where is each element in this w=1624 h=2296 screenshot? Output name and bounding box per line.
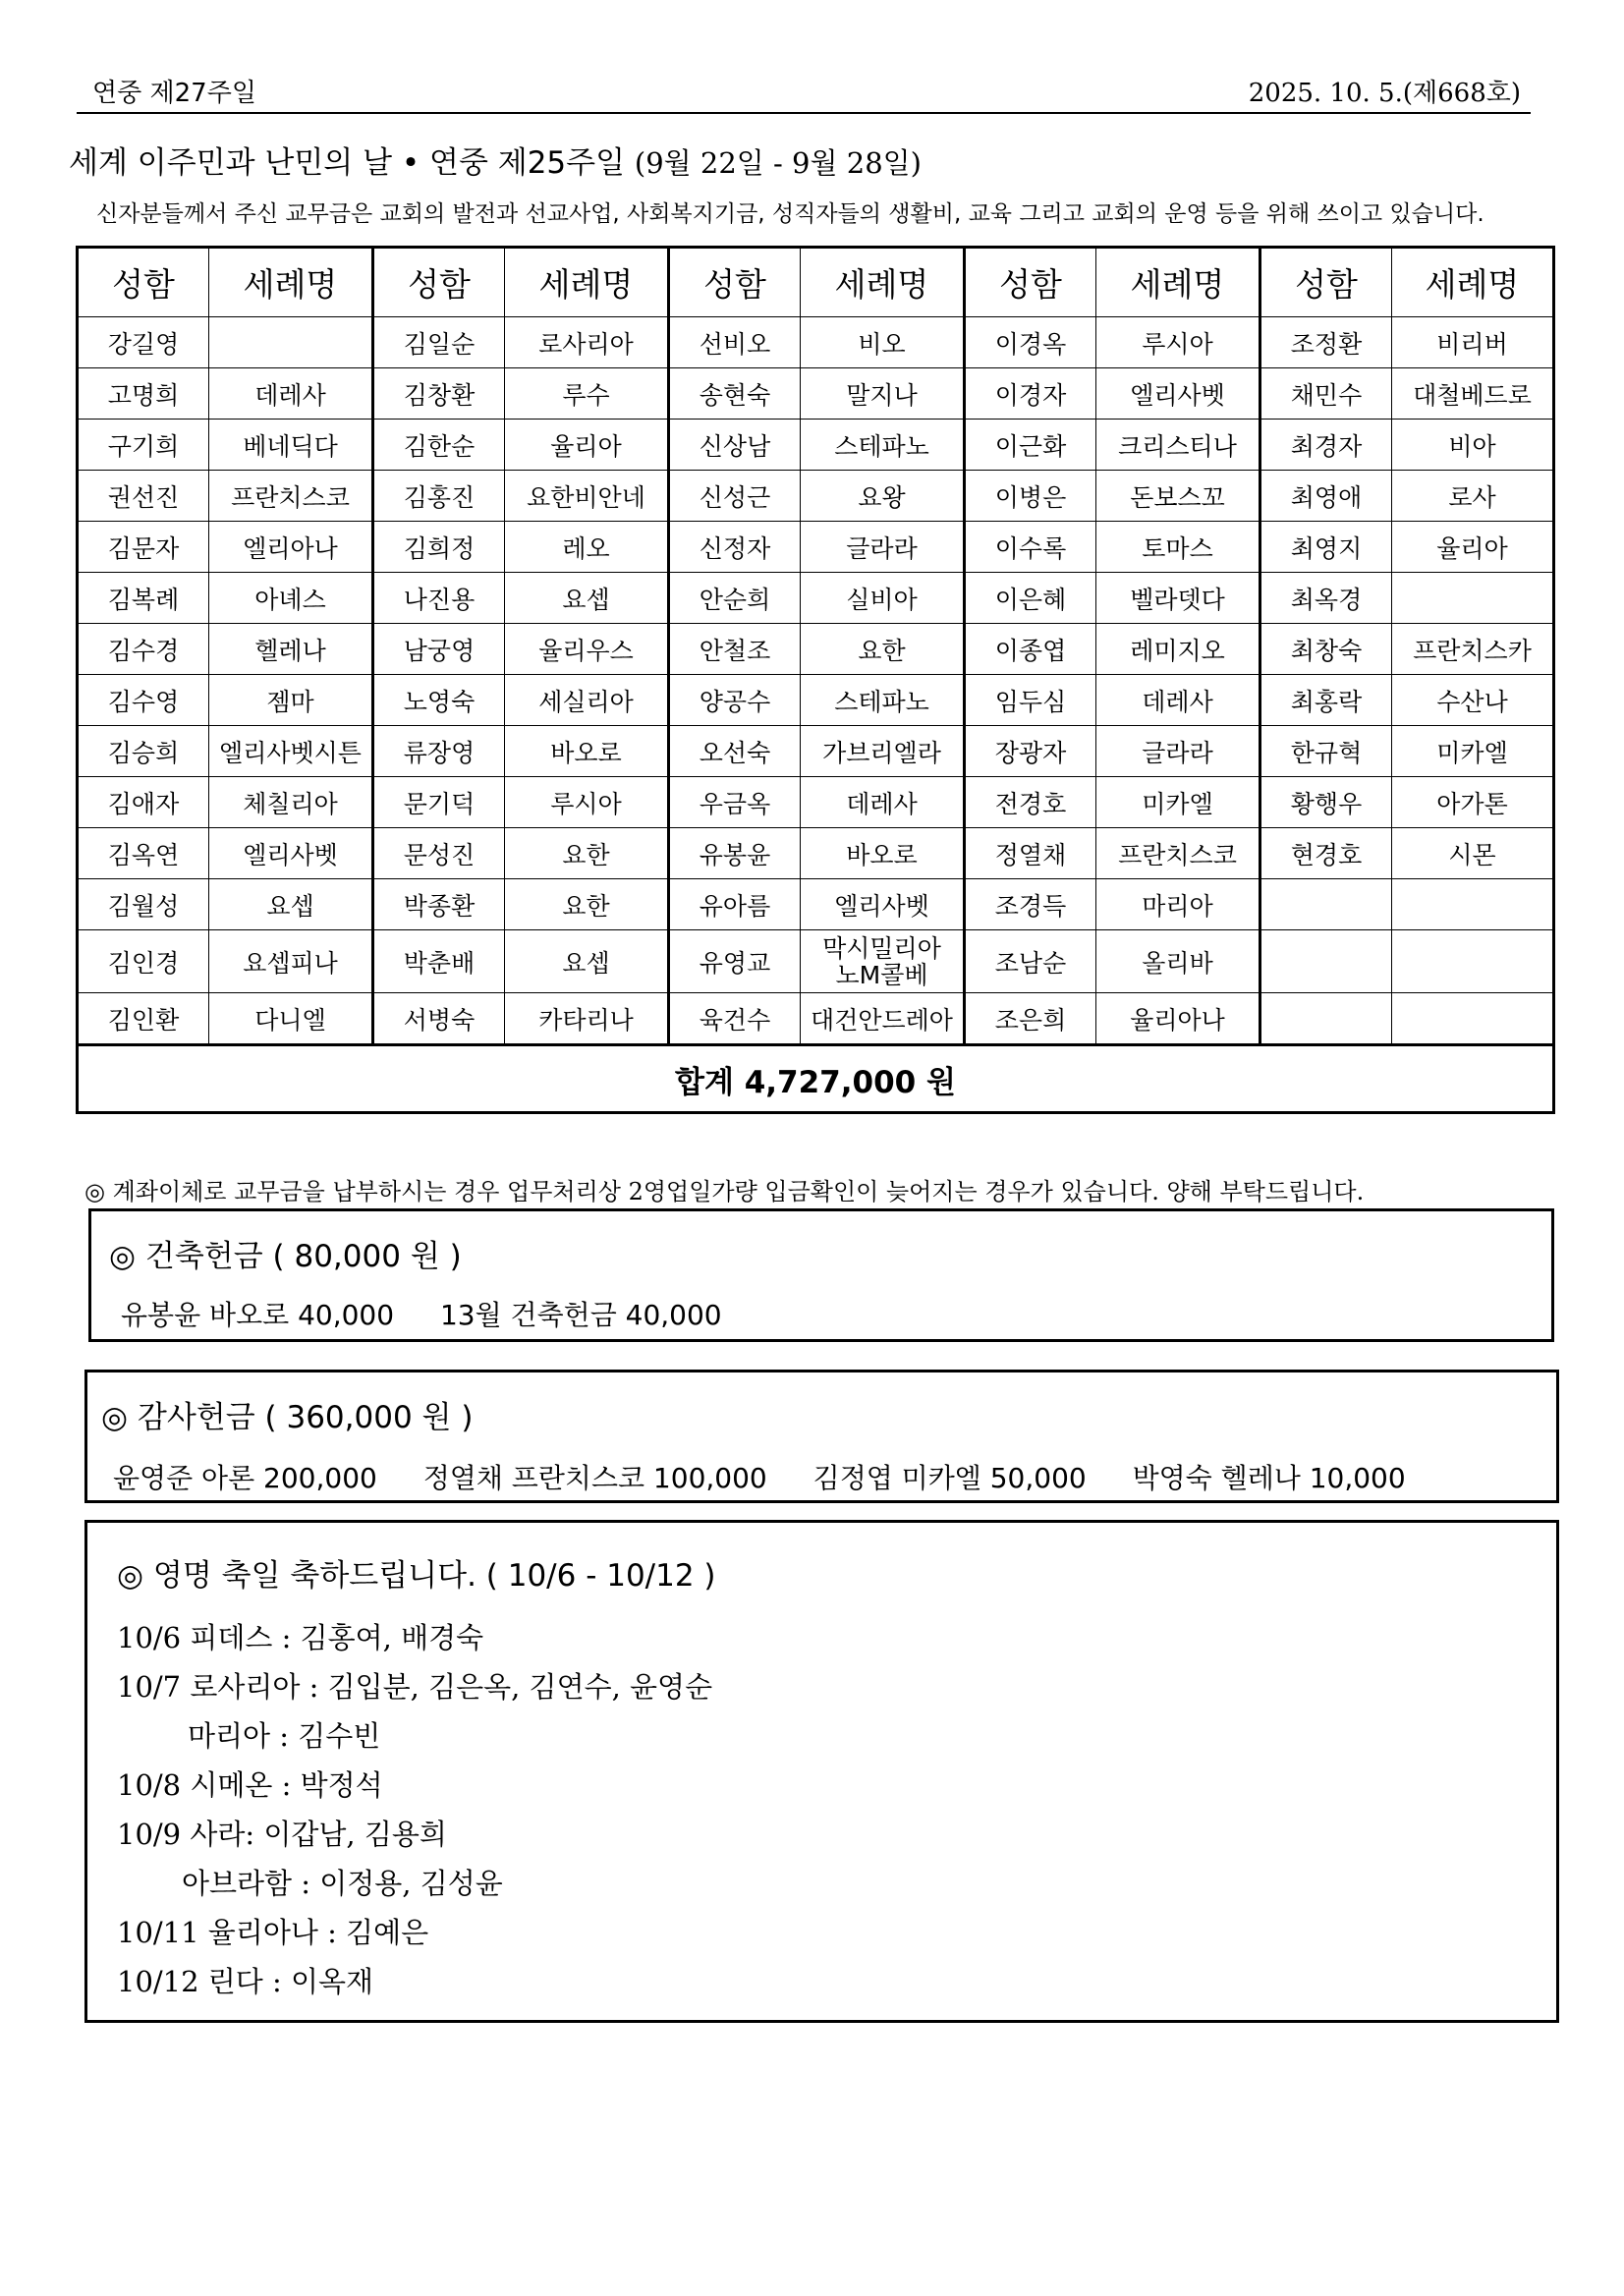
- donor-baptismal-name: 다니엘: [209, 993, 373, 1045]
- donor-baptismal-name: [1392, 993, 1554, 1045]
- donor-baptismal-name: 로사: [1392, 471, 1554, 522]
- donor-baptismal-name: 실비아: [801, 573, 965, 624]
- donation-table: [76, 246, 1555, 1114]
- feast-day-line: 10/11 율리아나 : 김예은: [117, 1916, 429, 1949]
- donor-name: 강길영: [78, 317, 209, 368]
- table-row: [78, 828, 1554, 879]
- donor-baptismal-name: 아가톤: [1392, 777, 1554, 828]
- donor-baptismal-name: 돈보스꼬: [1096, 471, 1260, 522]
- col-name-header: 성함: [78, 248, 209, 317]
- donor-baptismal-name: 로사리아: [505, 317, 669, 368]
- donor-name: 안철조: [669, 624, 801, 675]
- donor-baptismal-name: 크리스티나: [1096, 420, 1260, 471]
- donor-baptismal-name: 요셉피나: [209, 930, 373, 993]
- donor-name: 임두심: [965, 675, 1096, 726]
- donor-name: 김수영: [78, 675, 209, 726]
- offering-entry: 정열채 프란치스코 100,000: [422, 1462, 767, 1494]
- donor-baptismal-name: 카타리나: [505, 993, 669, 1045]
- donor-name: 김인경: [78, 930, 209, 993]
- donor-name: 우금옥: [669, 777, 801, 828]
- donor-baptismal-name: 마리아: [1096, 879, 1260, 930]
- donor-baptismal-name: 프란치스코: [1096, 828, 1260, 879]
- donor-baptismal-name: 엘리사벳: [1096, 368, 1260, 420]
- donor-name: 신상남: [669, 420, 801, 471]
- donor-baptismal-name: 루시아: [1096, 317, 1260, 368]
- donor-name: 전경호: [965, 777, 1096, 828]
- donor-baptismal-name: 바오로: [505, 726, 669, 777]
- donor-name: 이병은: [965, 471, 1096, 522]
- donor-baptismal-name: 세실리아: [505, 675, 669, 726]
- donor-name: 현경호: [1260, 828, 1392, 879]
- col-baptism-header: 세례명: [1392, 248, 1554, 317]
- donor-baptismal-name: 바오로: [801, 828, 965, 879]
- donor-name: 조은희: [965, 993, 1096, 1045]
- donor-baptismal-name: 데레사: [209, 368, 373, 420]
- donor-baptismal-name: 율리아나: [1096, 993, 1260, 1045]
- donor-name: 양공수: [669, 675, 801, 726]
- donor-name: 최영애: [1260, 471, 1392, 522]
- donor-baptismal-name: 시몬: [1392, 828, 1554, 879]
- issue-date: 2025. 10. 5.(제668호): [1248, 79, 1521, 108]
- feast-day-line: 10/9 사라: 이갑남, 김용희: [117, 1818, 447, 1851]
- feast-day-line: 마리아 : 김수빈: [188, 1719, 381, 1753]
- donor-baptismal-name: 아녜스: [209, 573, 373, 624]
- donor-name: 한규혁: [1260, 726, 1392, 777]
- donor-name: 이은혜: [965, 573, 1096, 624]
- donor-name: 나진용: [373, 573, 505, 624]
- offering-entry: 13월 건축헌금 40,000: [439, 1299, 722, 1331]
- transfer-note: ◎ 계좌이체로 교무금을 납부하시는 경우 업무처리상 2영업일가량 입금확인이 늦어지는 경우가 있습니다. 양해 부탁드립니다.: [84, 1178, 1365, 1205]
- thanks-offering-title: ◎ 감사헌금 ( 360,000 원 ): [101, 1400, 474, 1435]
- donor-name: 노영숙: [373, 675, 505, 726]
- offering-entry: 유봉윤 바오로 40,000: [121, 1299, 395, 1331]
- donor-name: 조경득: [965, 879, 1096, 930]
- table-body: [78, 317, 1554, 1045]
- donor-name: 김홍진: [373, 471, 505, 522]
- donor-name: 김복례: [78, 573, 209, 624]
- donor-baptismal-name: 요셉: [505, 930, 669, 993]
- col-baptism-header: 세례명: [1096, 248, 1260, 317]
- donor-baptismal-name: [209, 317, 373, 368]
- donor-name: 오선숙: [669, 726, 801, 777]
- table-row: [78, 471, 1554, 522]
- donor-baptismal-name: 헬레나: [209, 624, 373, 675]
- donor-name: 최홍락: [1260, 675, 1392, 726]
- total-row: [78, 1045, 1554, 1113]
- donor-name: 김월성: [78, 879, 209, 930]
- table-row: [78, 930, 1554, 993]
- donor-name: 장광자: [965, 726, 1096, 777]
- donor-baptismal-name: 가브리엘라: [801, 726, 965, 777]
- donor-name: 선비오: [669, 317, 801, 368]
- donor-name: 신정자: [669, 522, 801, 573]
- donor-baptismal-name: 토마스: [1096, 522, 1260, 573]
- donor-baptismal-name: 루수: [505, 368, 669, 420]
- donor-baptismal-name: 엘리아나: [209, 522, 373, 573]
- donor-name: 김문자: [78, 522, 209, 573]
- donor-baptismal-name: 대건안드레아: [801, 993, 965, 1045]
- col-baptism-header: 세례명: [505, 248, 669, 317]
- donor-baptismal-name: 요셉: [505, 573, 669, 624]
- donor-name: 문기덕: [373, 777, 505, 828]
- donor-baptismal-name: 비오: [801, 317, 965, 368]
- offering-entry: 김정엽 미카엘 50,000: [812, 1462, 1087, 1494]
- thanks-offering-box: [84, 1370, 1559, 1503]
- donor-baptismal-name: 율리우스: [505, 624, 669, 675]
- donor-baptismal-name: 비아: [1392, 420, 1554, 471]
- donor-baptismal-name: 스테파노: [801, 420, 965, 471]
- thanks-offering-entries: [113, 1457, 1443, 1496]
- donor-name: 김한순: [373, 420, 505, 471]
- donor-name: 육건수: [669, 993, 801, 1045]
- donor-name: 김수경: [78, 624, 209, 675]
- donor-name: 신성근: [669, 471, 801, 522]
- feast-day-title: ◎ 영명 축일 축하드립니다. ( 10/6 - 10/12 ): [117, 1558, 716, 1594]
- offering-entry: 박영숙 헬레나 10,000: [1132, 1462, 1406, 1494]
- donor-baptismal-name: 미카엘: [1096, 777, 1260, 828]
- donor-baptismal-name: [801, 930, 965, 993]
- donor-baptismal-name: 엘리사벳시튼: [209, 726, 373, 777]
- donor-baptismal-name: 프란치스코: [209, 471, 373, 522]
- donor-baptismal-name: 요한: [505, 879, 669, 930]
- donor-name: 박춘배: [373, 930, 505, 993]
- donor-baptismal-name: 베네딕다: [209, 420, 373, 471]
- table-row: [78, 777, 1554, 828]
- donor-baptismal-name: 요왕: [801, 471, 965, 522]
- feast-day-line: 아브라함 : 이정용, 김성윤: [182, 1867, 503, 1900]
- table-row: [78, 879, 1554, 930]
- donor-baptismal-name: 율리아: [505, 420, 669, 471]
- donor-name: 박종환: [373, 879, 505, 930]
- donor-name: 황행우: [1260, 777, 1392, 828]
- donor-baptismal-name: 레오: [505, 522, 669, 573]
- donor-baptismal-name: 비리버: [1392, 317, 1554, 368]
- title-range: (9월 22일 - 9월 28일): [634, 146, 922, 180]
- donor-baptismal-name: 벨라뎃다: [1096, 573, 1260, 624]
- donor-baptismal-name: 수산나: [1392, 675, 1554, 726]
- donor-name: 김창환: [373, 368, 505, 420]
- donor-baptismal-name: 요셉: [209, 879, 373, 930]
- table-row: [78, 993, 1554, 1045]
- donor-name: 정열채: [965, 828, 1096, 879]
- donor-baptismal-name: [1392, 930, 1554, 993]
- baptismal-name-line: 노M콜베: [835, 960, 928, 989]
- donor-name: 김일순: [373, 317, 505, 368]
- donor-name: 최옥경: [1260, 573, 1392, 624]
- donor-name: 유봉윤: [669, 828, 801, 879]
- donor-baptismal-name: 엘리사벳: [209, 828, 373, 879]
- donor-baptismal-name: 데레사: [1096, 675, 1260, 726]
- table-row: [78, 675, 1554, 726]
- offering-entry: 윤영준 아론 200,000: [113, 1462, 377, 1494]
- table-header-row: [78, 248, 1554, 317]
- donor-name: 권선진: [78, 471, 209, 522]
- col-baptism-header: 세례명: [801, 248, 965, 317]
- donor-name: 김희정: [373, 522, 505, 573]
- donor-baptismal-name: 데레사: [801, 777, 965, 828]
- donor-baptismal-name: [1392, 573, 1554, 624]
- donor-name: 김애자: [78, 777, 209, 828]
- donor-name: 구기희: [78, 420, 209, 471]
- donor-name: 송현숙: [669, 368, 801, 420]
- page-header: [77, 67, 1531, 114]
- table-row: [78, 624, 1554, 675]
- donor-baptismal-name: 요한비안네: [505, 471, 669, 522]
- title-main: 세계 이주민과 난민의 날 • 연중 제25주일: [69, 145, 626, 181]
- donor-name: 김승희: [78, 726, 209, 777]
- donor-baptismal-name: 프란치스카: [1392, 624, 1554, 675]
- donor-name: [1260, 930, 1392, 993]
- col-name-header: 성함: [965, 248, 1096, 317]
- week-label: 연중 제27주일: [92, 79, 256, 108]
- donor-name: [1260, 879, 1392, 930]
- col-baptism-header: 세례명: [209, 248, 373, 317]
- building-offering-entries: [121, 1294, 759, 1333]
- building-offering-title: ◎ 건축헌금 ( 80,000 원 ): [109, 1239, 462, 1274]
- donor-baptismal-name: 올리바: [1096, 930, 1260, 993]
- donor-name: 고명희: [78, 368, 209, 420]
- donor-name: 이근화: [965, 420, 1096, 471]
- donor-name: 김옥연: [78, 828, 209, 879]
- donor-baptismal-name: 요한: [801, 624, 965, 675]
- table-row: [78, 726, 1554, 777]
- table-row: [78, 368, 1554, 420]
- donor-baptismal-name: 글라라: [801, 522, 965, 573]
- baptismal-name-line: 막시밀리아: [822, 933, 941, 963]
- donor-name: 안순희: [669, 573, 801, 624]
- donor-baptismal-name: 젬마: [209, 675, 373, 726]
- donor-name: 김인환: [78, 993, 209, 1045]
- feast-day-line: 10/6 피데스 : 김홍여, 배경숙: [117, 1621, 484, 1654]
- donor-name: 유영교: [669, 930, 801, 993]
- donor-baptismal-name: 율리아: [1392, 522, 1554, 573]
- donor-baptismal-name: [1392, 879, 1554, 930]
- donor-name: 채민수: [1260, 368, 1392, 420]
- col-name-header: 성함: [373, 248, 505, 317]
- col-name-header: 성함: [1260, 248, 1392, 317]
- subtitle: 신자분들께서 주신 교무금은 교회의 발전과 선교사업, 사회복지기금, 성직자들의 생활비, 교육 그리고 교회의 운영 등을 위해 쓰이고 있습니다.: [96, 201, 1484, 227]
- feast-day-box: [84, 1520, 1559, 2023]
- donor-name: 최경자: [1260, 420, 1392, 471]
- donor-name: 조남순: [965, 930, 1096, 993]
- donor-name: 서병숙: [373, 993, 505, 1045]
- donor-baptismal-name: 말지나: [801, 368, 965, 420]
- donor-baptismal-name: 엘리사벳: [801, 879, 965, 930]
- donor-name: 유아름: [669, 879, 801, 930]
- table-row: [78, 573, 1554, 624]
- donor-name: 이경자: [965, 368, 1096, 420]
- page-title: [69, 138, 922, 182]
- building-offering-box: [88, 1208, 1554, 1342]
- donor-name: 최영지: [1260, 522, 1392, 573]
- donor-baptismal-name: 미카엘: [1392, 726, 1554, 777]
- donor-name: 조정환: [1260, 317, 1392, 368]
- donor-baptismal-name: 체칠리아: [209, 777, 373, 828]
- table-row: [78, 522, 1554, 573]
- donor-name: 이수록: [965, 522, 1096, 573]
- donor-baptismal-name: 요한: [505, 828, 669, 879]
- table-row: [78, 420, 1554, 471]
- feast-day-list: [117, 1613, 712, 2006]
- donor-baptismal-name: 글라라: [1096, 726, 1260, 777]
- donor-name: 이종엽: [965, 624, 1096, 675]
- donor-baptismal-name: 레미지오: [1096, 624, 1260, 675]
- donor-baptismal-name: 스테파노: [801, 675, 965, 726]
- donor-name: [1260, 993, 1392, 1045]
- donor-baptismal-name: 루시아: [505, 777, 669, 828]
- donor-baptismal-name: 대철베드로: [1392, 368, 1554, 420]
- feast-day-line: 10/8 시메온 : 박정석: [117, 1768, 383, 1802]
- donor-name: 이경옥: [965, 317, 1096, 368]
- donor-name: 류장영: [373, 726, 505, 777]
- feast-day-line: 10/12 린다 : 이옥재: [117, 1965, 374, 1998]
- feast-day-line: 10/7 로사리아 : 김입분, 김은옥, 김연수, 윤영순: [117, 1670, 713, 1704]
- table-row: [78, 317, 1554, 368]
- donor-name: 남궁영: [373, 624, 505, 675]
- donor-name: 최창숙: [1260, 624, 1392, 675]
- donor-name: 문성진: [373, 828, 505, 879]
- col-name-header: 성함: [669, 248, 801, 317]
- total-amount: 합계 4,727,000 원: [78, 1045, 1554, 1113]
